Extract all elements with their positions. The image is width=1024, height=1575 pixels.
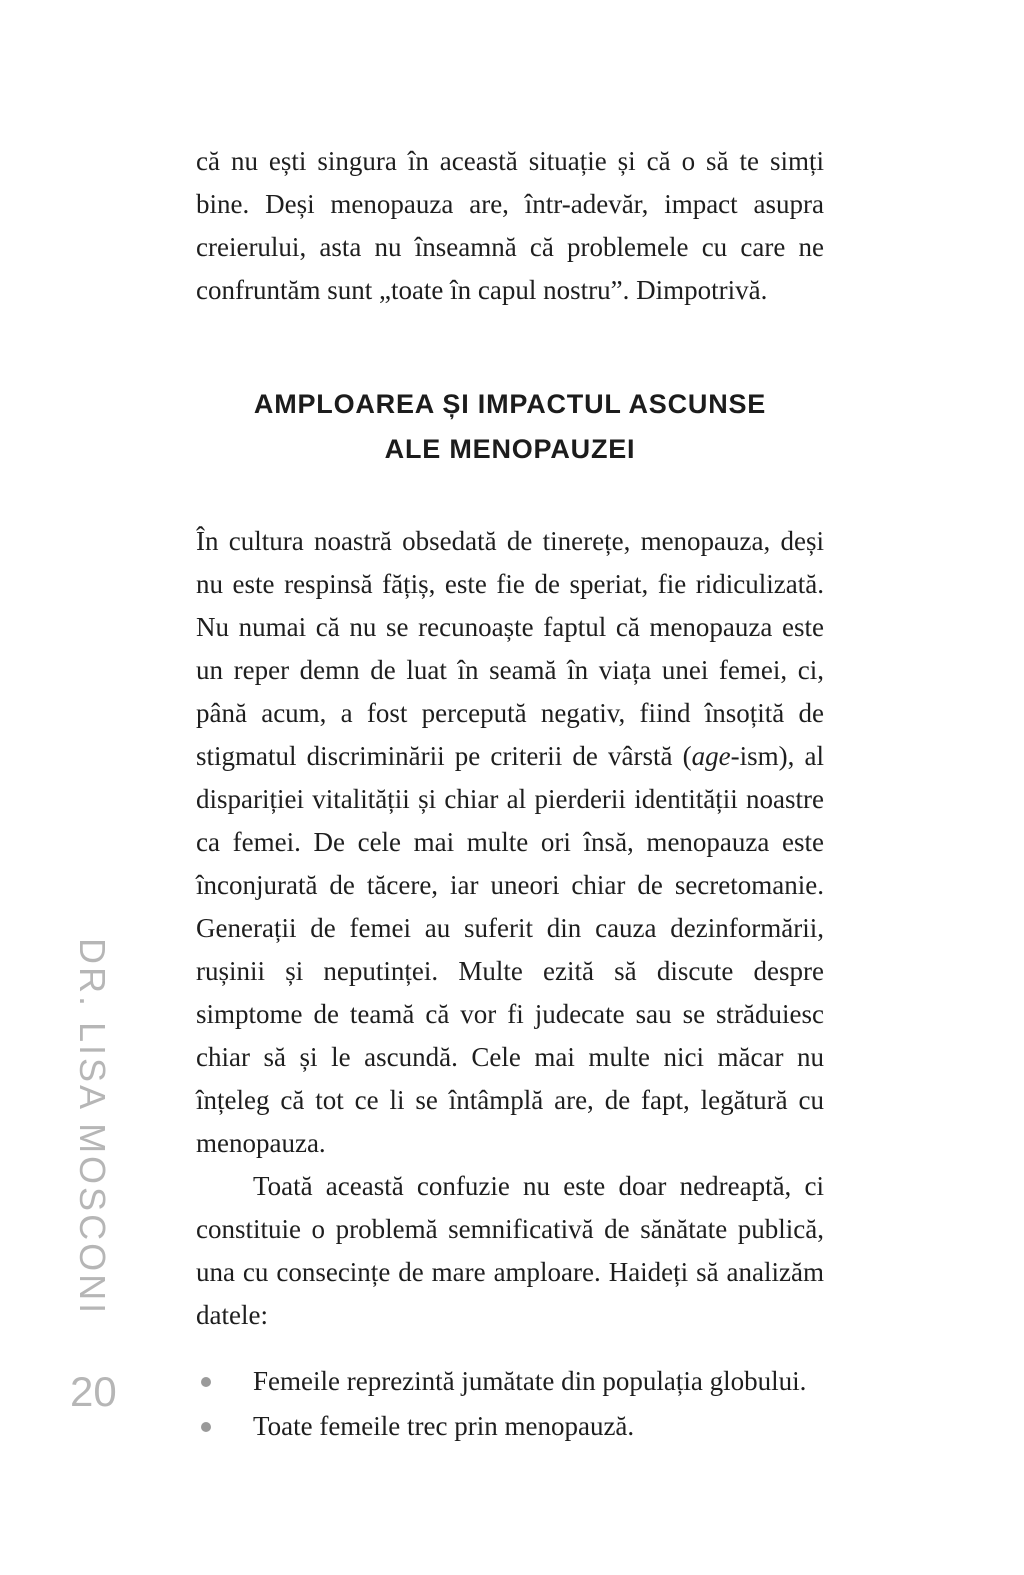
bullet-item (196, 1359, 824, 1404)
section-heading (196, 382, 824, 472)
page-number: 20 (70, 1368, 117, 1415)
bullet-list (196, 1359, 824, 1449)
bullet-item-text: Toate femeile trec prin menopauză. (253, 1411, 635, 1441)
bullet-dot-icon (201, 1377, 211, 1387)
heading-line-1: AMPLOAREA ȘI IMPACTUL ASCUNSE (253, 389, 767, 419)
bullet-item-text: Femeile reprezintă jumătate din populația globului. (253, 1366, 807, 1396)
italic-term: age (691, 741, 731, 771)
paragraph1-part2: -ism), al dispariției vitalității și chiar al pierderii identității noastre ca femei. De cele mai multe ori însă, menopauza este înconjurată de tăcere, iar uneori chiar de secretomanie. Generații de femei au suferit din cauza dezinformării, rușinii și neputinței. Multe ezită să discute despre simptome de teamă că vor fi judecate sau se străduiesc chiar să și le ascundă. Cele mai multe nici măcar nu înțeleg că tot ce li se întâmplă are, de fapt, legătură cu menopauza. (196, 741, 824, 1158)
text-column (196, 140, 824, 1449)
paragraph1-part1: În cultura noastră obsedată de tinerețe, menopauza, deși nu este respinsă fățiș, este fie de speriat, fie ridiculizată. Nu numai că nu se recunoaște faptul că menopauza este un reper demn de luat în seamă în viața unei femei, ci, până acum, a fost percepută negativ, fiind însoțită de stigmatul discriminării pe criterii de vârstă ( (196, 526, 824, 771)
body-paragraph-2: Toată această confuzie nu este doar nedreaptă, ci constituie o problemă semnificativă de sănătate publică, una cu consecințe de mare amploare. Haideți să analizăm datele: (196, 1171, 824, 1330)
author-name-vertical: DR. LISA MOSCONI (72, 938, 113, 1317)
intro-paragraph: că nu ești singura în această situație și că o să te simți bine. Deși menopauza are, într-adevăr, impact asupra creierului, asta nu înseamnă că problemele cu care ne confruntăm sunt „toate în capul nostru”. Dimpotrivă. (196, 146, 824, 305)
bullet-item (196, 1404, 824, 1449)
bullet-dot-icon (201, 1422, 211, 1432)
heading-line-2: ALE MENOPAUZEI (384, 434, 636, 464)
body-paragraph-1 (196, 520, 824, 1165)
